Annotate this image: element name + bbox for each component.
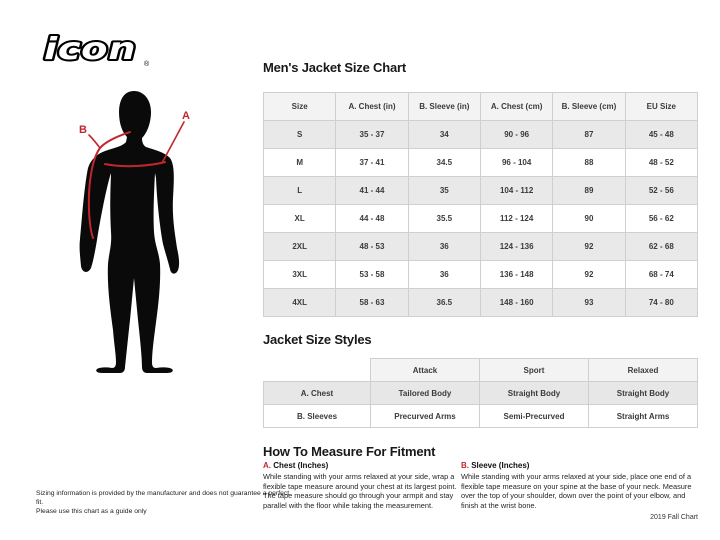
- size-row-xl: [264, 205, 698, 233]
- table-cell: 62 - 68: [625, 233, 697, 261]
- registered-trademark-symbol: ®: [144, 61, 150, 68]
- table-cell: 41 - 44: [336, 177, 408, 205]
- table-cell: 3XL: [264, 261, 336, 289]
- blank-corner-cell: [264, 359, 371, 382]
- fitment-sleeve-body: While standing with your arms relaxed at your side, place one end of a flexible tape measure on your spine at the base of your neck. Measure over the top of your shoulder, down over the point of your elbow, and finish at the wrist bone.: [461, 472, 692, 510]
- sleeve-label: B: [79, 124, 87, 136]
- table-cell: 112 - 124: [480, 205, 552, 233]
- size-row-m: [264, 149, 698, 177]
- table-cell: L: [264, 177, 336, 205]
- table-cell: 4XL: [264, 289, 336, 317]
- sizing-disclaimer: [36, 490, 291, 516]
- col-header-size: Size: [264, 93, 336, 121]
- table-cell: 36.5: [408, 289, 480, 317]
- mens-jacket-size-table: [263, 92, 698, 317]
- fitment-title: How To Measure For Fitment: [263, 444, 436, 459]
- size-row-l: [264, 177, 698, 205]
- table-cell: 2XL: [264, 233, 336, 261]
- fitment-sleeve-label-text: Sleeve (Inches): [469, 461, 530, 470]
- table-cell: Straight Arms: [589, 405, 698, 428]
- row-header-chest: A. Chest: [264, 382, 371, 405]
- col-header-chest-cm: A. Chest (cm): [480, 93, 552, 121]
- disclaimer-line-2: Please use this chart as a guide only: [36, 507, 147, 515]
- table-cell: 93: [553, 289, 625, 317]
- table-cell: 96 - 104: [480, 149, 552, 177]
- table-cell: Semi-Precurved: [480, 405, 589, 428]
- table-cell: 48 - 52: [625, 149, 697, 177]
- table-cell: 56 - 62: [625, 205, 697, 233]
- table-cell: 34: [408, 121, 480, 149]
- table-cell: 89: [553, 177, 625, 205]
- table-cell: 53 - 58: [336, 261, 408, 289]
- table-cell: 35 - 37: [336, 121, 408, 149]
- col-header-attack: Attack: [371, 359, 480, 382]
- table-cell: 34.5: [408, 149, 480, 177]
- table-cell: S: [264, 121, 336, 149]
- icon-brand-logo: [38, 24, 156, 70]
- col-header-chest-in: A. Chest (in): [336, 93, 408, 121]
- row-header-sleeves: B. Sleeves: [264, 405, 371, 428]
- fitment-chest-body: While standing with your arms relaxed at your side, wrap a flexible tape measure around your chest at its largest point. The tape measure should go through your armpit and stay parallel with the floor while taking the measurement.: [263, 472, 457, 510]
- styles-title: Jacket Size Styles: [263, 332, 372, 347]
- table-cell: 36: [408, 261, 480, 289]
- size-row-2xl: [264, 233, 698, 261]
- size-chart-title: Men's Jacket Size Chart: [263, 60, 406, 75]
- fitment-sleeve-label: [461, 461, 698, 470]
- size-row-3xl: [264, 261, 698, 289]
- jacket-size-styles-table: [263, 358, 698, 428]
- table-cell: 92: [553, 233, 625, 261]
- fitment-chest-section: [263, 461, 459, 510]
- fitment-instructions: [263, 461, 698, 510]
- styles-header-row: [264, 359, 698, 382]
- table-cell: 36: [408, 233, 480, 261]
- table-cell: 35.5: [408, 205, 480, 233]
- table-cell: 90 - 96: [480, 121, 552, 149]
- table-cell: 48 - 53: [336, 233, 408, 261]
- size-row-s: [264, 121, 698, 149]
- table-cell: 35: [408, 177, 480, 205]
- table-cell: 44 - 48: [336, 205, 408, 233]
- fitment-chest-label: [263, 461, 459, 470]
- table-cell: 90: [553, 205, 625, 233]
- col-header-sleeve-in: B. Sleeve (in): [408, 93, 480, 121]
- fitment-chest-label-text: Chest (Inches): [271, 461, 329, 470]
- table-cell: 88: [553, 149, 625, 177]
- table-cell: 92: [553, 261, 625, 289]
- table-cell: 68 - 74: [625, 261, 697, 289]
- table-cell: Straight Body: [480, 382, 589, 405]
- size-table-header-row: [264, 93, 698, 121]
- table-cell: Precurved Arms: [371, 405, 480, 428]
- fitment-chest-label-prefix: A.: [263, 461, 271, 470]
- col-header-eu-size: EU Size: [625, 93, 697, 121]
- chart-version-label: 2019 Fall Chart: [650, 514, 698, 521]
- table-cell: 87: [553, 121, 625, 149]
- col-header-sport: Sport: [480, 359, 589, 382]
- male-silhouette: [80, 91, 180, 373]
- sleeve-label-leader-line: [89, 135, 100, 148]
- chest-label: A: [182, 110, 190, 122]
- table-cell: 104 - 112: [480, 177, 552, 205]
- col-header-sleeve-cm: B. Sleeve (cm): [553, 93, 625, 121]
- table-cell: 45 - 48: [625, 121, 697, 149]
- table-cell: Tailored Body: [371, 382, 480, 405]
- chest-label-leader-line: [162, 122, 184, 163]
- table-cell: Straight Body: [589, 382, 698, 405]
- table-cell: 52 - 56: [625, 177, 697, 205]
- table-cell: XL: [264, 205, 336, 233]
- table-cell: 148 - 160: [480, 289, 552, 317]
- fitment-sleeve-label-prefix: B.: [461, 461, 469, 470]
- disclaimer-line-1: Sizing information is provided by the manufacturer and does not guarantee a perfect fit.: [36, 490, 290, 506]
- table-cell: 124 - 136: [480, 233, 552, 261]
- table-cell: 136 - 148: [480, 261, 552, 289]
- fitment-sleeve-section: [461, 461, 698, 510]
- styles-row-chest: [264, 382, 698, 405]
- table-cell: M: [264, 149, 336, 177]
- size-row-4xl: [264, 289, 698, 317]
- styles-row-sleeves: [264, 405, 698, 428]
- table-cell: 58 - 63: [336, 289, 408, 317]
- table-cell: 37 - 41: [336, 149, 408, 177]
- male-silhouette-figure: [50, 80, 250, 460]
- icon-logo-text: icon: [44, 32, 137, 67]
- col-header-relaxed: Relaxed: [589, 359, 698, 382]
- table-cell: 74 - 80: [625, 289, 697, 317]
